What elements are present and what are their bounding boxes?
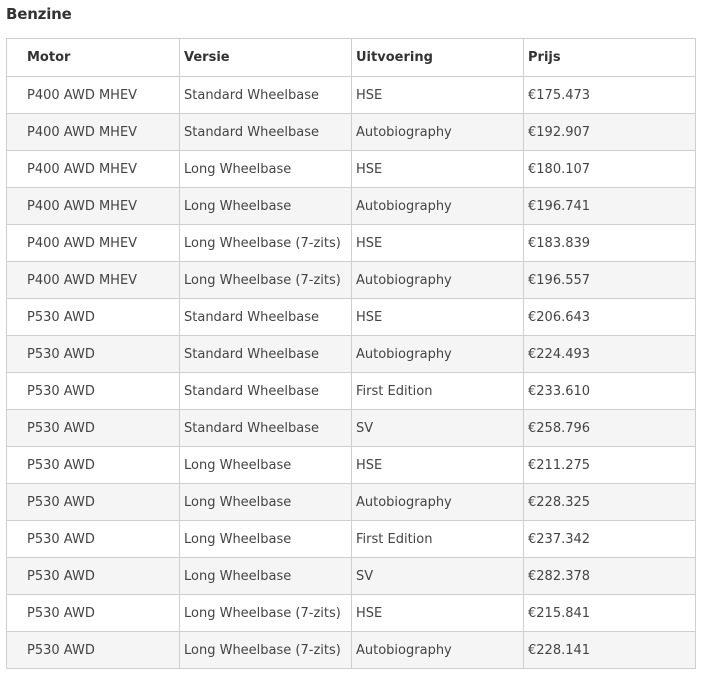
cell-prijs: €206.643 xyxy=(524,299,696,336)
cell-motor: P400 AWD MHEV xyxy=(7,151,180,188)
column-header-uitvoering: Uitvoering xyxy=(352,39,524,77)
table-row xyxy=(7,447,696,484)
cell-uitvoering: Autobiography xyxy=(352,484,524,521)
section-title: Benzine xyxy=(6,5,72,23)
cell-prijs: €211.275 xyxy=(524,447,696,484)
cell-versie: Long Wheelbase xyxy=(180,447,352,484)
table-row xyxy=(7,114,696,151)
price-table xyxy=(6,38,696,669)
cell-versie: Long Wheelbase xyxy=(180,521,352,558)
cell-motor: P400 AWD MHEV xyxy=(7,225,180,262)
cell-uitvoering: HSE xyxy=(352,225,524,262)
cell-prijs: €215.841 xyxy=(524,595,696,632)
table-row xyxy=(7,77,696,114)
cell-motor: P530 AWD xyxy=(7,299,180,336)
cell-uitvoering: Autobiography xyxy=(352,632,524,669)
cell-motor: P400 AWD MHEV xyxy=(7,262,180,299)
cell-motor: P530 AWD xyxy=(7,595,180,632)
cell-uitvoering: Autobiography xyxy=(352,336,524,373)
cell-uitvoering: Autobiography xyxy=(352,262,524,299)
cell-prijs: €228.325 xyxy=(524,484,696,521)
cell-uitvoering: Autobiography xyxy=(352,114,524,151)
cell-prijs: €258.796 xyxy=(524,410,696,447)
table-row xyxy=(7,558,696,595)
cell-versie: Standard Wheelbase xyxy=(180,373,352,410)
cell-prijs: €196.557 xyxy=(524,262,696,299)
cell-motor: P400 AWD MHEV xyxy=(7,77,180,114)
table-row xyxy=(7,151,696,188)
cell-versie: Long Wheelbase xyxy=(180,558,352,595)
column-header-motor: Motor xyxy=(7,39,180,77)
cell-versie: Long Wheelbase (7-zits) xyxy=(180,595,352,632)
table-row xyxy=(7,484,696,521)
table-row xyxy=(7,299,696,336)
cell-uitvoering: HSE xyxy=(352,77,524,114)
cell-prijs: €183.839 xyxy=(524,225,696,262)
table-row xyxy=(7,188,696,225)
cell-versie: Standard Wheelbase xyxy=(180,299,352,336)
cell-motor: P530 AWD xyxy=(7,632,180,669)
table-row xyxy=(7,336,696,373)
cell-versie: Long Wheelbase (7-zits) xyxy=(180,225,352,262)
cell-prijs: €180.107 xyxy=(524,151,696,188)
cell-versie: Standard Wheelbase xyxy=(180,114,352,151)
cell-versie: Long Wheelbase xyxy=(180,151,352,188)
cell-versie: Long Wheelbase xyxy=(180,188,352,225)
cell-motor: P530 AWD xyxy=(7,410,180,447)
cell-uitvoering: SV xyxy=(352,558,524,595)
cell-versie: Standard Wheelbase xyxy=(180,77,352,114)
cell-prijs: €196.741 xyxy=(524,188,696,225)
cell-prijs: €237.342 xyxy=(524,521,696,558)
cell-versie: Standard Wheelbase xyxy=(180,410,352,447)
column-header-prijs: Prijs xyxy=(524,39,696,77)
table-row xyxy=(7,410,696,447)
cell-prijs: €224.493 xyxy=(524,336,696,373)
cell-uitvoering: SV xyxy=(352,410,524,447)
cell-uitvoering: First Edition xyxy=(352,521,524,558)
cell-versie: Standard Wheelbase xyxy=(180,336,352,373)
cell-uitvoering: HSE xyxy=(352,595,524,632)
table-row xyxy=(7,521,696,558)
table-row xyxy=(7,595,696,632)
table-row xyxy=(7,632,696,669)
table-header-row xyxy=(7,39,696,77)
cell-motor: P530 AWD xyxy=(7,336,180,373)
table-row xyxy=(7,262,696,299)
table-body xyxy=(7,77,696,669)
cell-uitvoering: HSE xyxy=(352,151,524,188)
cell-motor: P530 AWD xyxy=(7,521,180,558)
cell-prijs: €175.473 xyxy=(524,77,696,114)
cell-motor: P530 AWD xyxy=(7,484,180,521)
cell-motor: P530 AWD xyxy=(7,558,180,595)
cell-uitvoering: HSE xyxy=(352,299,524,336)
cell-uitvoering: HSE xyxy=(352,447,524,484)
cell-motor: P530 AWD xyxy=(7,447,180,484)
column-header-versie: Versie xyxy=(180,39,352,77)
cell-motor: P530 AWD xyxy=(7,373,180,410)
cell-uitvoering: First Edition xyxy=(352,373,524,410)
cell-versie: Long Wheelbase xyxy=(180,484,352,521)
cell-prijs: €233.610 xyxy=(524,373,696,410)
cell-prijs: €282.378 xyxy=(524,558,696,595)
cell-motor: P400 AWD MHEV xyxy=(7,114,180,151)
cell-versie: Long Wheelbase (7-zits) xyxy=(180,262,352,299)
cell-uitvoering: Autobiography xyxy=(352,188,524,225)
cell-versie: Long Wheelbase (7-zits) xyxy=(180,632,352,669)
table-row xyxy=(7,373,696,410)
cell-prijs: €192.907 xyxy=(524,114,696,151)
table-row xyxy=(7,225,696,262)
cell-motor: P400 AWD MHEV xyxy=(7,188,180,225)
cell-prijs: €228.141 xyxy=(524,632,696,669)
